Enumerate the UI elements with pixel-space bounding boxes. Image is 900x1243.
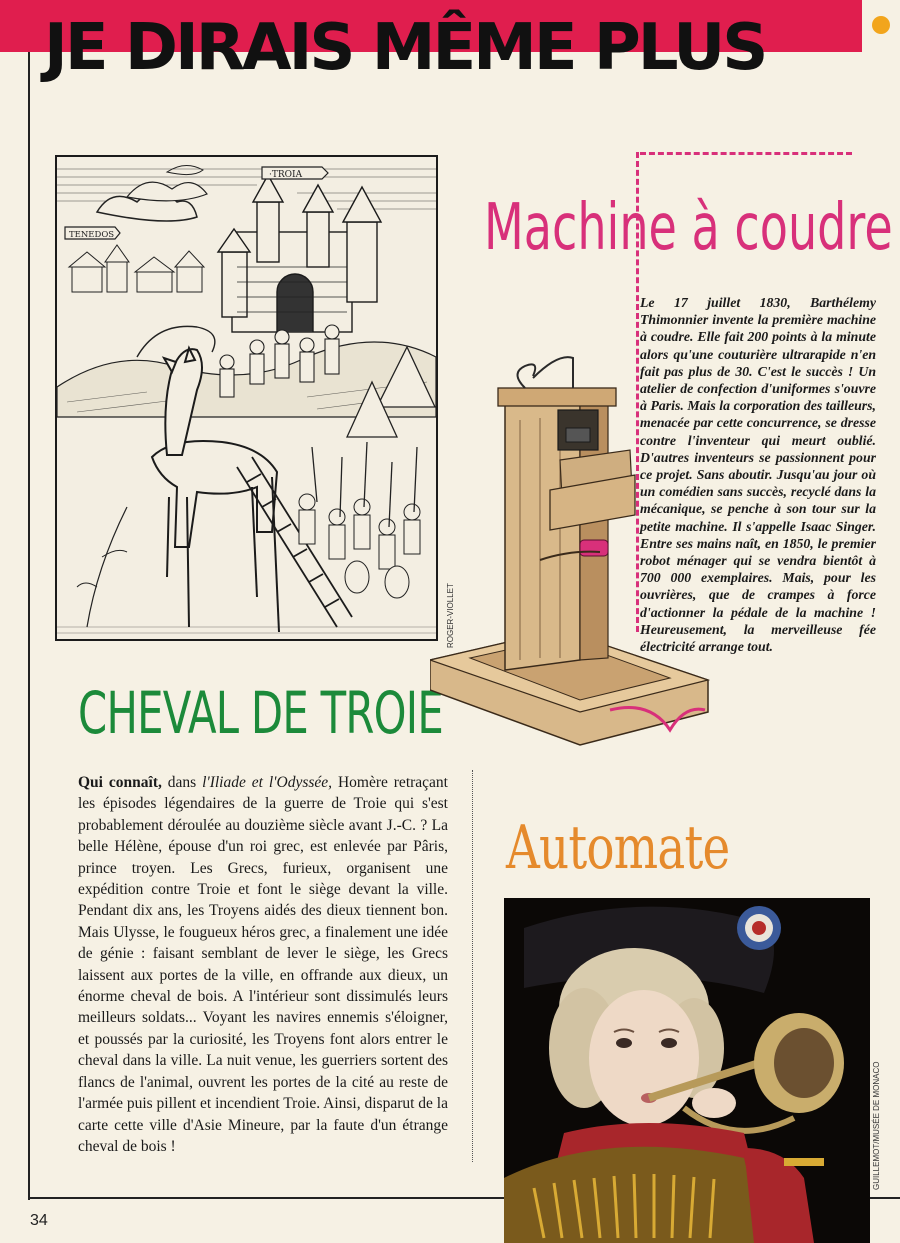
automaton-photo xyxy=(504,898,870,1243)
trojan-horse-woodcut xyxy=(55,155,438,641)
photo-credit: GUILLEMOT/MUSÉE DE MONACO xyxy=(872,1061,881,1190)
cheval-text-1: dans xyxy=(161,774,203,791)
machine-article-body: Le 17 juillet 1830, Barthélemy Thimonnier invente la première machine à coudre. Elle fait 200 points à la minute alors qu'une couturière ultrarapide n'en fait pas plus de 30. C'est le succès ! Un atelier de confection d'uniformes s'ouvre à Paris. Mais la corporation des tailleurs, menacée par cette concurrence, se dresse contre l'inventeur qui meurt oublié. D'autres inventeurs se passionnent pour ce projet. Sans aboutir. Jusqu'au jour où un comédien sans succès, recyclé dans la mécanique, se penche à son tour sur la petite machine. Il s'appelle Isaac Singer. Entre ses mains naît, en 1850, le premier robot ménager qui se vendra bientôt à 700 000 exemplaires. Mais, pour les ouvrières, que de crampes à force d'actionner la pédale de la machine ! Heureusement, la merveilleuse fée électricité arrange tout. xyxy=(640,295,876,655)
column-dotted-rule xyxy=(472,770,473,1162)
cheval-title: CHEVAL DE TROIE xyxy=(78,679,444,747)
woodcut-credit: ROGER-VIOLLET xyxy=(446,583,455,648)
banner-troia: ·TROIA xyxy=(269,170,303,180)
machine-dashed-rule-top xyxy=(640,152,852,155)
woodcut-drawing xyxy=(57,157,436,639)
page-header-title: JE DIRAIS MÊME PLUS xyxy=(44,11,766,85)
page-number: 34 xyxy=(30,1212,48,1229)
frame-rule-left xyxy=(28,52,30,1200)
header-dot xyxy=(872,16,890,34)
banner-tenedos: TENEDOS xyxy=(69,230,115,240)
cheval-article-body xyxy=(78,772,448,1172)
automaton-drawing xyxy=(504,898,870,1243)
cheval-italic-work: l'Iliade et l'Odyssée, xyxy=(202,774,333,791)
cheval-text-2: Homère retraçant les épisodes légendaires de la guerre de Troie qui s'est probablement déroulée au douzième siècle avant J.-C. ? La belle Hélène, épouse d'un roi grec, est enlevée par Pâris, prince troyen. Les Grecs, furieux, organisent une expédition contre Troie et font le siège devant la ville. Pendant dix ans, les Troyens aidés des dieux tiennent bon. Mais Ulysse, le fougueux héros grec, a finalement une idée de génie : faisant semblant de lever le siège, les Grecs laissent aux portes de la ville, en offrande aux dieux, un énorme cheval de bois. A l'intérieur sont dissimulés leurs meilleurs soldats... Voyant les navires ennemis s'éloigner, et poussés par la curiosité, les Troyens font alors entrer le cheval dans la ville. La nuit venue, les guerriers sortent des flancs de l'animal, ouvrent les portes de la cité au reste de l'armée puis pillent et incendient Troie. Ainsi, disparut de la carte cette ville d'Asie Mineure, par la faute d'un étrange cheval de bois ! xyxy=(78,774,448,1155)
cheval-lead: Qui connaît, xyxy=(78,774,162,791)
automate-title: Automate xyxy=(506,813,730,883)
machine-title: Machine à coudre xyxy=(484,191,893,265)
